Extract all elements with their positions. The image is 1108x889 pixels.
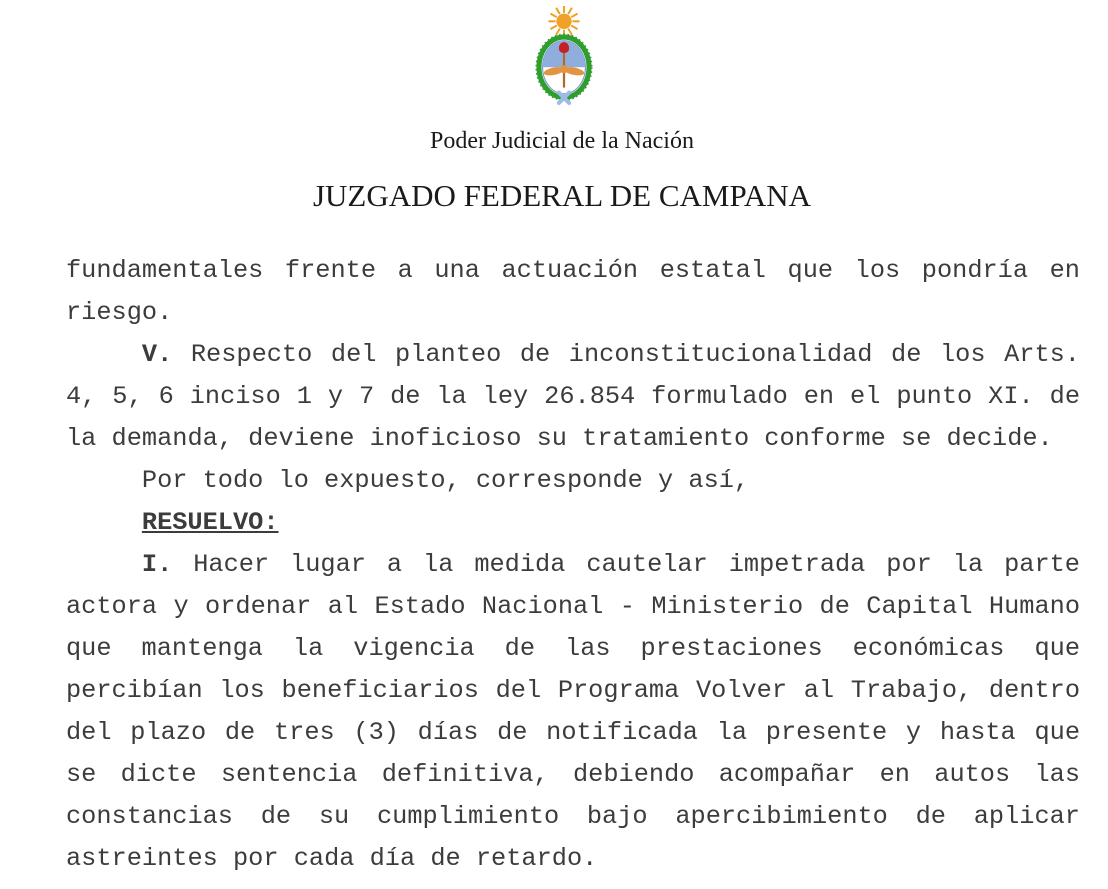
paragraph: [66, 334, 1080, 460]
court-title: JUZGADO FEDERAL DE CAMPANA: [312, 178, 812, 213]
paragraph: [66, 502, 1080, 544]
text-segment: fundamentales frente a una actuación estatal que los pondría en riesgo.: [66, 256, 1080, 327]
clasped-hands-icon: [560, 65, 568, 73]
text-segment: Respecto del planteo de inconstitucionalidad de los Arts. 4, 5, 6 inciso 1 y 7 de la ley 26.854 formulado en el punto XI. de la demanda, deviene inoficioso su tratamiento conforme se decide.: [66, 340, 1080, 453]
paragraph: [66, 460, 1080, 502]
institution-title: Poder Judicial de la Nación: [430, 128, 694, 154]
argentina-coat-of-arms-icon: [514, 6, 614, 108]
emphasis-segment: I.: [141, 550, 173, 579]
text-segment: Por todo lo expuesto, corresponde y así,: [141, 466, 750, 495]
coat-of-arms-svg: [514, 6, 614, 108]
sun-icon: [556, 14, 571, 29]
text-segment: Hacer lugar a la medida cautelar impetrada por la parte actora y ordenar al Estado Nacional - Ministerio de Capital Humano que mantenga la vigencia de las prestaciones económicas que percibían los beneficiarios del Programa Volver al Trabajo, dentro del plazo de tres (3) días de notificada la presente y hasta que se dicte sentencia definitiva, debiendo acompañar en autos las constancias de su cumplimiento bajo apercibimiento de aplicar astreintes por cada día de retardo.: [66, 550, 1080, 873]
document-body: [66, 250, 1080, 880]
emphasis-segment: V.: [141, 340, 173, 369]
paragraph: [66, 250, 1080, 334]
paragraph: [66, 544, 1080, 880]
emphasis-segment: RESUELVO:: [141, 508, 279, 537]
